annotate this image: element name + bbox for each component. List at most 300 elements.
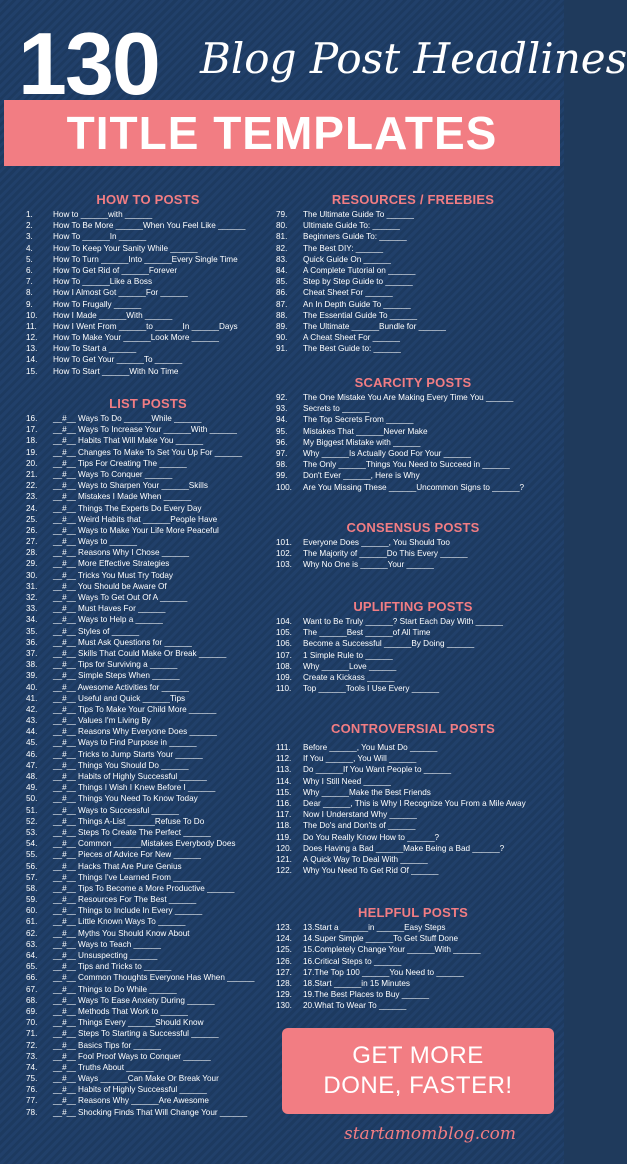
item-text: Become a Successful ______By Doing ______ [303,639,475,649]
item-number: 11. [26,321,37,331]
headline-item [276,809,550,820]
scarcity-section [276,375,550,493]
item-number: 97. [276,448,288,458]
headline-item [276,482,550,493]
item-number: 24. [26,503,38,513]
headline-item [26,637,270,648]
headline-item [26,287,270,298]
item-text: The Best Guide to: ______ [303,344,401,354]
headline-item [276,287,550,298]
item-number: 122. [276,866,292,876]
headline-item [26,310,270,321]
headline-item [26,1028,270,1039]
item-text: __#__ Things You Should Do ______ [53,760,189,770]
item-number: 101. [276,538,292,547]
item-number: 129. [276,990,292,1000]
headline-item [26,570,270,581]
item-text: __#__ Common ______Mistakes Everybody Does [53,839,236,849]
item-number: 17. [26,425,38,435]
get-more-done-button[interactable] [282,1028,554,1114]
item-number: 8. [26,288,33,298]
headline-item [26,332,270,343]
item-number: 39. [26,671,38,681]
headline-item [26,514,270,525]
section-heading: RESOURCES / FREEBIES [331,192,495,207]
item-text: __#__ Ways To Conquer ______ [53,469,173,479]
headline-item [276,537,550,548]
item-number: 119. [276,832,292,842]
item-number: 94. [276,415,288,425]
item-text: __#__ Ways to Successful ______ [53,805,179,815]
item-text: __#__ Myths You Should Know About [53,928,190,938]
headline-item [276,776,550,787]
item-number: 44. [26,727,38,737]
item-number: 128. [276,978,292,988]
headline-item [26,883,270,894]
headline-item [26,905,270,916]
item-number: 7. [26,277,33,287]
headline-item [276,764,550,775]
item-number: 38. [26,660,38,670]
item-number: 5. [26,254,33,264]
headline-item [26,254,270,265]
item-text: __#__ Ways To Ease Anxiety During ______ [53,995,215,1005]
headline-item [26,435,270,446]
item-text: __#__ Tips To Make Your Child More ______ [53,704,217,714]
item-number: 55. [26,850,38,860]
item-text: __#__ Ways to Sharpen Your ______Skills [53,481,208,491]
item-text: Why I Still Need ______ [303,776,391,786]
item-text: 13.Start a ______in ______Easy Steps [303,923,446,932]
item-text: __#__ Ways To Do ______While ______ [53,414,202,423]
headline-item [276,922,550,933]
headline-item [26,354,270,365]
headline-item [26,626,270,637]
item-number: 83. [276,254,288,264]
item-number: 25. [26,514,38,524]
headline-item [26,366,270,377]
headline-item [276,448,550,459]
headline-item [26,894,270,905]
headline-list [26,413,270,1118]
item-text: 20.What To Wear To ______ [303,1001,407,1011]
headline-item [26,276,270,287]
headline-item [26,760,270,771]
headline-list [276,392,550,493]
headline-item [26,1051,270,1062]
item-text: __#__ Things You Need To Know Today [53,794,198,804]
headline-item [26,749,270,760]
item-number: 123. [276,923,292,932]
item-text: __#__ Ways to Teach ______ [53,939,161,949]
item-number: 62. [26,928,38,938]
item-number: 52. [26,816,38,826]
headline-item [276,392,550,403]
item-number: 28. [26,548,38,558]
item-number: 124. [276,934,292,944]
item-number: 117. [276,810,292,820]
item-text: How I Made ______With ______ [53,310,173,320]
item-number: 59. [26,895,38,905]
item-text: Why ______Is Actually Good For Your ______ [303,448,471,458]
item-text: Does Having a Bad ______Make Being a Bad ______? [303,843,505,853]
item-text: How To ______Like a Boss [53,277,153,287]
headline-item [26,916,270,927]
item-text: __#__ Hacks That Are Pure Genius [53,861,182,871]
headline-item [26,424,270,435]
item-text: __#__ Basics Tips for ______ [53,1040,161,1050]
headline-item [26,693,270,704]
item-text: __#__ Tips For Creating The ______ [53,458,187,468]
headline-item [26,447,270,458]
headline-item [26,715,270,726]
item-text: __#__ Ways to Make Your Life More Peaceful [53,525,219,535]
item-number: 15. [26,366,38,376]
item-number: 34. [26,615,38,625]
item-number: 108. [276,661,292,671]
item-text: __#__ Useful and Quick ______Tips [53,693,186,703]
item-number: 80. [276,221,288,231]
headline-item [276,276,550,287]
item-number: 22. [26,481,38,491]
item-number: 31. [26,581,38,591]
item-number: 98. [276,460,288,470]
headline-item [26,1073,270,1084]
item-text: __#__ Things I Wish I Knew Before I ______ [53,783,216,793]
item-number: 53. [26,827,38,837]
item-number: 126. [276,956,292,966]
item-number: 10. [26,310,38,320]
headline-item [276,321,550,332]
item-number: 21. [26,469,38,479]
item-text: The Essential Guide To ______ [303,310,418,320]
item-number: 51. [26,805,38,815]
headline-item [276,832,550,843]
item-text: How To Frugally ______ [53,299,142,309]
item-number: 81. [276,232,288,242]
item-number: 66. [26,973,38,983]
item-number: 67. [26,984,38,994]
headline-item [276,627,550,638]
item-text: __#__ Styles of ______ [53,626,140,636]
item-text: __#__ Mistakes I Made When ______ [53,492,191,502]
headline-item [26,592,270,603]
item-text: __#__ Ways ______Can Make Or Break Your [53,1074,219,1084]
headline-item [26,939,270,950]
headline-item [276,243,550,254]
item-number: 40. [26,682,38,692]
item-text: __#__ Reasons Why ______Are Awesome [53,1096,209,1106]
headline-item [26,458,270,469]
headline-item [276,265,550,276]
headline-item [26,491,270,502]
item-number: 88. [276,310,288,320]
item-number: 6. [26,265,33,275]
item-text: 1 Simple Rule to ______ [303,650,393,660]
item-text: Are You Missing These ______Uncommon Signs to ______? [303,482,525,492]
headline-item [26,536,270,547]
headline-item [26,682,270,693]
item-text: __#__ Steps To Create The Perfect ______ [53,827,211,837]
item-text: __#__ Shocking Finds That Will Change Your ______ [53,1107,248,1117]
item-text: __#__ Things to Do While ______ [53,984,177,994]
item-number: 57. [26,872,38,882]
item-number: 60. [26,906,38,916]
item-text: __#__ Pieces of Advice For New ______ [53,850,201,860]
section-heading: HELPFUL POSTS [358,905,468,920]
item-number: 114. [276,776,292,786]
item-text: Do You Really Know How to ______? [303,832,440,842]
headline-item [26,861,270,872]
headline-item [276,437,550,448]
item-text: The Majority of ______Do This Every ______ [303,549,468,559]
headline-item [26,469,270,480]
item-text: The ______Best ______of All Time [303,628,431,638]
item-text: __#__ Unsuspecting ______ [53,951,158,960]
item-text: The One Mistake You Are Making Every Time You ______ [303,393,514,402]
item-text: Why You Need To Get Rid Of ______ [303,866,439,876]
item-number: 95. [276,426,288,436]
item-text: __#__ Things Every ______Should Know [53,1018,204,1028]
item-text: The Best DIY: ______ [303,243,384,253]
item-text: __#__ Things to Include In Every ______ [53,906,203,916]
item-text: __#__ Tips for Surviving a ______ [53,660,178,670]
item-text: __#__ Simple Steps When ______ [53,671,180,681]
headline-item [26,231,270,242]
item-number: 75. [26,1074,38,1084]
headline-item [26,343,270,354]
headline-item [26,872,270,883]
headline-item [26,961,270,972]
headline-item [26,995,270,1006]
resources-section [276,192,550,354]
item-number: 127. [276,967,292,977]
item-text: The Only ______Things You Need to Succeed in ______ [303,460,510,470]
item-text: __#__ Values I'm Living By [53,716,151,726]
item-text: A Cheat Sheet For ______ [303,333,400,343]
headline-item [26,209,270,220]
item-number: 109. [276,672,292,682]
item-number: 45. [26,738,38,748]
headline-item [276,933,550,944]
headline-item [26,243,270,254]
headline-item [276,683,550,694]
headline-item [276,967,550,978]
item-text: How To Make Your ______Look More ______ [53,333,219,343]
item-number: 100. [276,482,292,492]
item-number: 30. [26,570,38,580]
item-text: Top ______Tools I Use Every ______ [303,684,440,694]
item-text: 17.The Top 100 ______You Need to ______ [303,967,464,977]
item-number: 87. [276,299,288,309]
headline-banner-text: TITLE TEMPLATES [66,107,498,159]
section-heading: LIST POSTS [109,396,187,411]
helpful-section [276,905,550,1012]
item-number: 90. [276,333,288,343]
item-number: 74. [26,1062,38,1072]
headline-item [26,726,270,737]
item-text: 15.Completely Change Your ______With ______ [303,945,481,955]
headline-item [276,231,550,242]
headline-item [276,220,550,231]
item-text: Want to Be Truly ______? Start Each Day With ______ [303,617,503,626]
site-url[interactable]: startamomblog.com [344,1124,516,1144]
item-text: __#__ Skills That Could Make Or Break ______ [53,648,227,658]
item-text: Everyone Does ______, You Should Too [303,538,450,547]
headline-item [26,1062,270,1073]
item-text: Mistakes That ______Never Make [303,426,428,436]
headline-item [26,782,270,793]
item-text: How To Keep Your Sanity While ______ [53,243,198,253]
cta-line-2: DONE, FASTER! [323,1072,513,1099]
item-number: 56. [26,861,38,871]
item-number: 36. [26,637,38,647]
item-number: 42. [26,704,38,714]
item-text: __#__ Little Known Ways To ______ [53,917,186,927]
item-text: __#__ Reasons Why I Chose ______ [53,548,190,558]
item-text: How To Get Rid of ______Forever [53,265,178,275]
headline-item [276,742,550,753]
headline-item [276,854,550,865]
item-number: 1. [26,210,33,219]
item-text: An In Depth Guide To ______ [303,299,411,309]
item-text: 18.Start ______in 15 Minutes [303,978,410,988]
item-number: 103. [276,560,292,570]
item-text: __#__ Tips and Tricks to ______ [53,962,172,972]
section-heading: CONTROVERSIAL POSTS [331,721,495,736]
headline-item [26,1107,270,1118]
item-number: 112. [276,754,292,764]
item-text: __#__ Must Haves For ______ [53,604,166,614]
headline-item [26,1095,270,1106]
consensus-section [276,520,550,571]
headline-list [276,209,550,354]
item-text: Do ______If You Want People to ______ [303,765,452,775]
item-number: 27. [26,537,38,547]
item-text: __#__ Ways to Find Purpose in ______ [53,738,197,748]
item-text: My Biggest Mistake with ______ [303,437,421,447]
headline-item [276,426,550,437]
item-text: Before ______, You Must Do ______ [303,743,438,752]
item-number: 99. [276,471,288,481]
headline-item [276,403,550,414]
item-number: 48. [26,772,38,781]
item-number: 54. [26,839,38,849]
headline-item [26,805,270,816]
item-text: __#__ Habits of Highly Successful ______ [53,772,207,781]
item-text: Secrets to ______ [303,404,370,414]
headline-item [26,1040,270,1051]
item-text: __#__ Ways To Increase Your ______With ______ [53,425,237,435]
item-text: Create a Kickass ______ [303,672,395,682]
headline-item [276,672,550,683]
item-text: The Do's and Don'ts of ______ [303,821,416,831]
item-number: 118. [276,821,292,831]
item-text: Quick Guide On ______ [303,254,391,264]
headline-item [26,771,270,782]
headline-item [26,659,270,670]
item-number: 33. [26,604,38,614]
item-text: How To Be More ______When You Feel Like ______ [53,221,246,231]
item-number: 120. [276,843,292,853]
item-number: 106. [276,639,292,649]
item-text: A Quick Way To Deal With ______ [303,854,428,864]
item-number: 2. [26,221,33,231]
headline-item [26,793,270,804]
item-text: Cheat Sheet For ______ [303,288,393,298]
item-text: Ultimate Guide To: ______ [303,221,400,231]
headline-item [26,547,270,558]
headline-item [276,1000,550,1011]
item-number: 61. [26,917,38,927]
item-text: __#__ More Effective Strategies [53,559,170,569]
item-number: 78. [26,1107,38,1117]
item-number: 86. [276,288,288,298]
item-number: 76. [26,1085,38,1095]
section-heading: UPLIFTING POSTS [353,599,473,614]
item-text: __#__ Habits That Will Make You ______ [53,436,204,446]
headline-item [276,650,550,661]
item-number: 64. [26,951,38,960]
item-number: 110. [276,684,292,694]
item-number: 3. [26,232,33,242]
item-text: __#__ Things I've Learned From ______ [53,872,201,882]
item-number: 26. [26,525,38,535]
headline-item [26,480,270,491]
item-number: 37. [26,648,38,658]
item-number: 96. [276,437,288,447]
headline-list [276,742,550,876]
section-heading: CONSENSUS POSTS [346,520,480,535]
item-text: Now I Understand Why ______ [303,810,417,820]
item-number: 18. [26,436,38,446]
item-number: 50. [26,794,38,804]
headline-item [26,299,270,310]
how-to-section [26,192,270,377]
item-number: 16. [26,414,38,423]
headline-item [276,944,550,955]
headline-item [276,414,550,425]
headline-list [276,537,550,571]
item-text: The Ultimate ______Bundle for ______ [303,321,446,331]
item-text: How to ______with ______ [53,210,153,219]
item-number: 49. [26,783,38,793]
headline-item [26,704,270,715]
headline-item [276,559,550,570]
item-number: 32. [26,593,38,602]
headline-item [276,470,550,481]
headline-item [26,737,270,748]
item-text: __#__ Fool Proof Ways to Conquer ______ [53,1051,211,1061]
controversial-section [276,721,550,876]
headline-item [26,581,270,592]
item-text: __#__ Changes To Make To Set You Up For ______ [53,447,243,457]
item-text: How To Start a ______ [53,344,137,354]
item-number: 20. [26,458,38,468]
item-text: Why ______Make the Best Friends [303,787,431,797]
headline-item [276,616,550,627]
headline-item [26,614,270,625]
item-text: __#__ Methods That Work to ______ [53,1006,188,1016]
item-text: __#__ Resources For The Best ______ [53,895,197,905]
item-number: 29. [26,559,38,569]
item-number: 63. [26,939,38,949]
headline-item [276,843,550,854]
item-number: 113. [276,765,292,775]
item-text: Beginners Guide To: ______ [303,232,407,242]
item-text: __#__ Ways To Get Out Of A ______ [53,593,188,602]
item-number: 107. [276,650,292,660]
